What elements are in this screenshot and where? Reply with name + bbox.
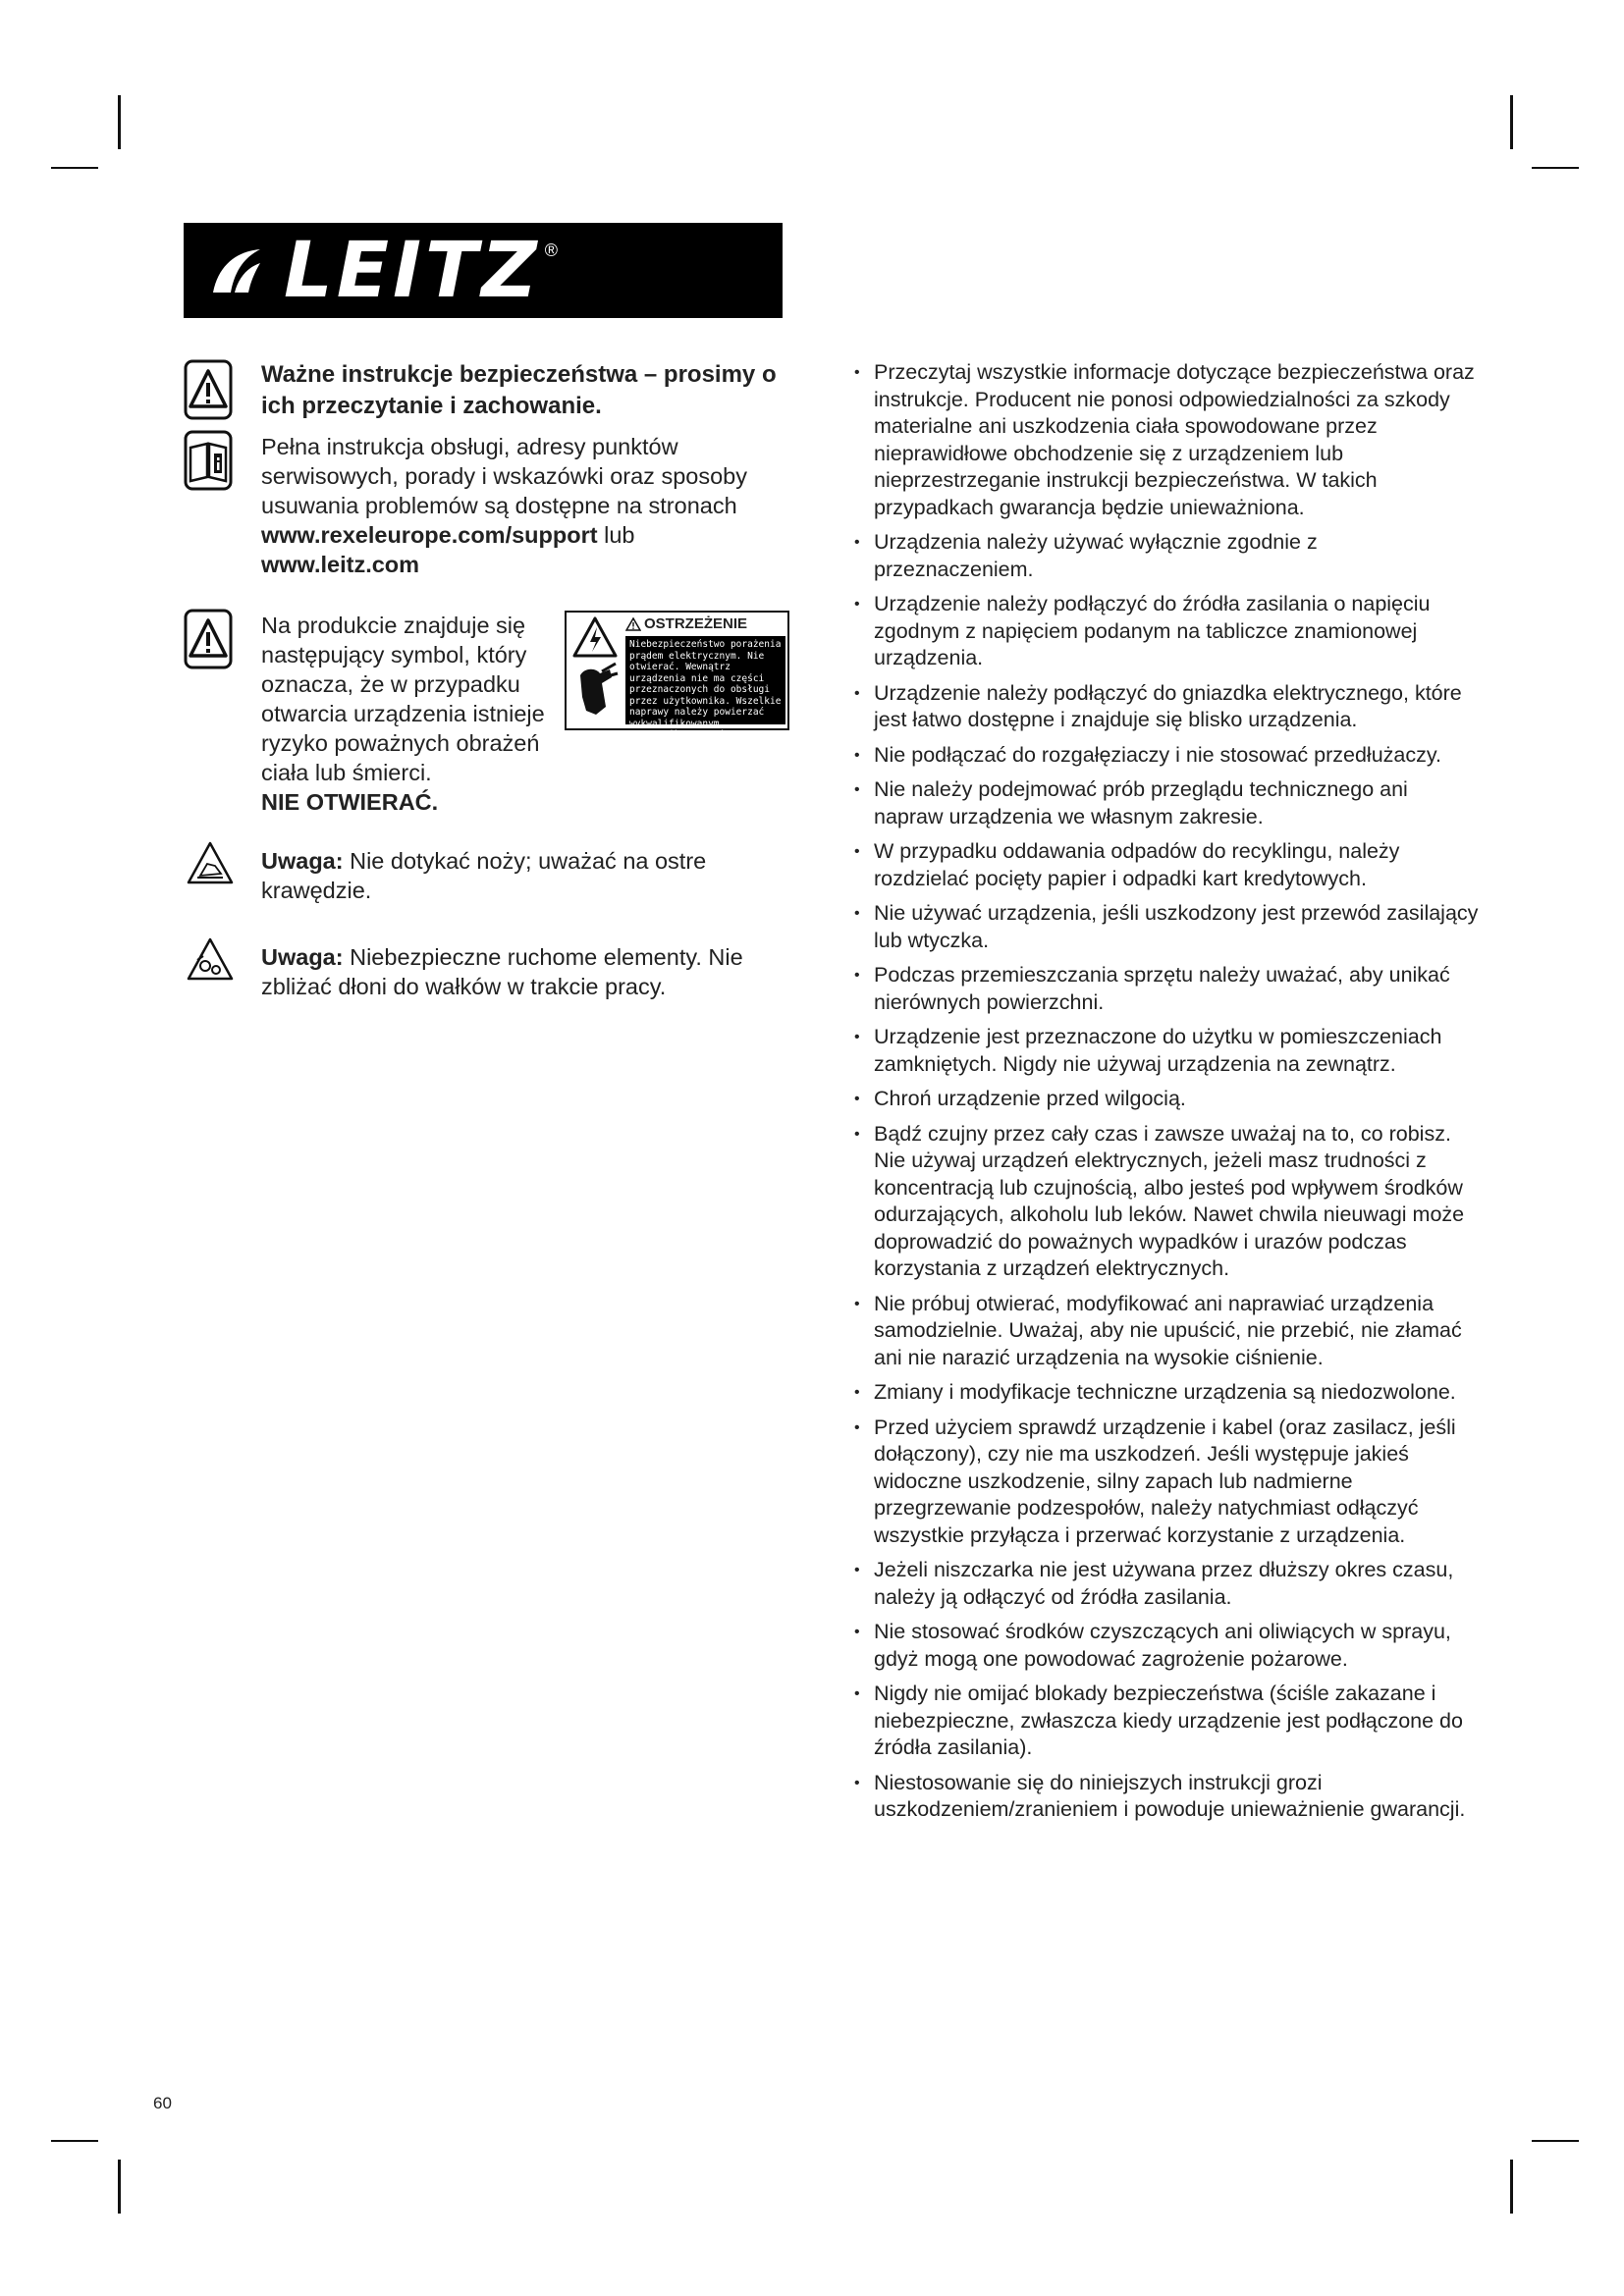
list-item: • Podczas przemieszczania sprzętu należy uważać, aby unikać nierównych powierzchni. xyxy=(852,962,1481,1016)
list-item: • W przypadku oddawania odpadów do recyklingu, należy rozdzielać pocięty papier i odpadki kart kredytowych. xyxy=(852,838,1481,892)
brand-logo xyxy=(184,223,783,318)
leitz-emblem-icon xyxy=(205,241,264,300)
symbol-notice-text: Na produkcie znajduje się następujący symbol, który oznacza, że w przypadku otwarcia urządzenia istnieje ryzyko poważnych obrażeń ciała lub śmierci. NIE OTWIERAĆ. xyxy=(261,613,545,815)
support-link[interactable]: www.rexeleurope.com/support xyxy=(261,522,598,548)
list-item: • Urządzenie należy podłączyć do gniazdka elektrycznego, które jest łatwo dostępne i znajduje się blisko urządzenia. xyxy=(852,680,1481,734)
list-item: • Przed użyciem sprawdź urządzenie i kabel (oraz zasilacz, jeśli dołączony), czy nie ma uszkodzeń. Jeśli występuje jakieś widoczne uszkodzenie, silny zapach lub nadmierne przegrzewanie podzespołów, należy natychmiast odłączyć wszystkie przyłącza i przerwać korzystanie z urządzenia. xyxy=(852,1415,1481,1550)
list-item: • Urządzenie jest przeznaczone do użytku w pomieszczeniach zamkniętych. Nigdy nie używaj urządzenia na zewnątrz. xyxy=(852,1024,1481,1078)
moving-parts-warning-text: Uwaga: Niebezpieczne ruchome elementy. Nie zbliżać dłoni do wałków w trakcie pracy. xyxy=(261,944,743,999)
moving-parts-warning-icon xyxy=(186,936,235,982)
electric-shock-icon xyxy=(567,613,623,724)
crop-mark xyxy=(1532,167,1579,169)
list-item: • Chroń urządzenie przed wilgocią. xyxy=(852,1086,1481,1113)
do-not-open-text: NIE OTWIERAĆ. xyxy=(261,789,439,815)
list-item: • Przeczytaj wszystkie informacje dotyczące bezpieczeństwa oraz instrukcje. Producent nie ponosi odpowiedzialności za szkody materialne ani uszkodzenia ciała spowodowane przez nieprawidłowe obchodzenie się z urządzeniem lub nieprzestrzeganie instrukcji bezpieczeństwa. W takich przypadkach gwarancja będzie unieważniona. xyxy=(852,359,1481,521)
list-item: • Niestosowanie się do niniejszych instrukcji grozi uszkodzeniem/zranieniem i powoduje unieważnienie gwarancji. xyxy=(852,1770,1481,1824)
label-body: Niebezpieczeństwo porażenia prądem elektrycznym. Nie otwierać. Wewnątrz urządzenia nie ma części przeznaczonych do obsługi przez użytkownika. Wszelkie naprawy należy powierzać wykwalifikowanym pracownikom serwisu. xyxy=(625,636,785,724)
list-item: • Nie podłączać do rozgałęziaczy i nie stosować przedłużaczy. xyxy=(852,742,1481,770)
page-number: 60 xyxy=(153,2094,172,2112)
crop-mark xyxy=(118,2160,121,2214)
sharp-blade-warning-icon xyxy=(186,840,235,885)
list-item: • Nie próbuj otwierać, modyfikować ani naprawiać urządzenia samodzielnie. Uważaj, aby nie upuścić, nie przebić, nie złamać ani nie narazić urządzenia na wysokie ciśnienie. xyxy=(852,1291,1481,1372)
registered-mark: ® xyxy=(544,240,559,260)
warning-triangle-icon xyxy=(184,609,233,669)
crop-mark xyxy=(1510,2160,1513,2214)
list-item: • Nie stosować środków czyszczących ani oliwiących w sprayu, gdyż mogą one powodować zagrożenie pożarowe. xyxy=(852,1619,1481,1673)
electric-shock-warning-label xyxy=(565,611,789,740)
label-title: OSTRZEŻENIE xyxy=(625,614,785,634)
list-item: • Zmiany i modyfikacje techniczne urządzenia są niedozwolone. xyxy=(852,1379,1481,1407)
crop-mark xyxy=(1532,2140,1579,2142)
list-item: • Nie używać urządzenia, jeśli uszkodzony jest przewód zasilający lub wtyczka. xyxy=(852,900,1481,954)
crop-mark xyxy=(1510,95,1513,149)
list-item: • Urządzenia należy używać wyłącznie zgodnie z przeznaczeniem. xyxy=(852,529,1481,583)
leitz-link[interactable]: www.leitz.com xyxy=(261,552,420,577)
list-item: • Nie należy podejmować prób przeglądu technicznego ani napraw urządzenia we własnym zakresie. xyxy=(852,776,1481,830)
warning-triangle-icon xyxy=(184,359,233,420)
list-item: • Urządzenie należy podłączyć do źródła zasilania o napięciu zgodnym z napięciem podanym na tabliczce znamionowej urządzenia. xyxy=(852,591,1481,672)
crop-mark xyxy=(51,2140,98,2142)
safety-rules-list xyxy=(852,359,1481,1832)
list-item: • Nigdy nie omijać blokady bezpieczeństwa (ściśle zakazane i niebezpieczne, zwłaszcza kiedy urządzenie jest podłączone do źródła zasilania). xyxy=(852,1681,1481,1762)
crop-mark xyxy=(118,95,121,149)
crop-mark xyxy=(51,167,98,169)
list-item: • Jeżeli niszczarka nie jest używana przez dłuższy okres czasu, należy ją odłączyć od źródła zasilania. xyxy=(852,1557,1481,1611)
safety-heading: Ważne instrukcje bezpieczeństwa – prosimy o ich przeczytanie i zachowanie. xyxy=(261,361,777,419)
manual-book-icon xyxy=(184,430,233,491)
warning-triangle-icon xyxy=(625,617,641,631)
manual-info-text: Pełna instrukcja obsługi, adresy punktów serwisowych, porady i wskazówki oraz sposoby usuwania problemów są dostępne na stronach www.rexeleurope.com/support lub www.leitz.com xyxy=(261,434,747,577)
blade-warning-text: Uwaga: Nie dotykać noży; uważać na ostre krawędzie. xyxy=(261,848,707,903)
brand-name: LEITZ xyxy=(284,226,541,315)
list-item: • Bądź czujny przez cały czas i zawsze uważaj na to, co robisz. Nie używaj urządzeń elektrycznych, jeżeli masz trudności z koncentracją lub czujnością, albo jesteś pod wpływem środków odurzających, alkoholu lub leków. Nawet chwila nieuwagi może doprowadzić do poważnych wypadków i urazów podczas korzystania z urządzeń elektrycznych. xyxy=(852,1121,1481,1283)
